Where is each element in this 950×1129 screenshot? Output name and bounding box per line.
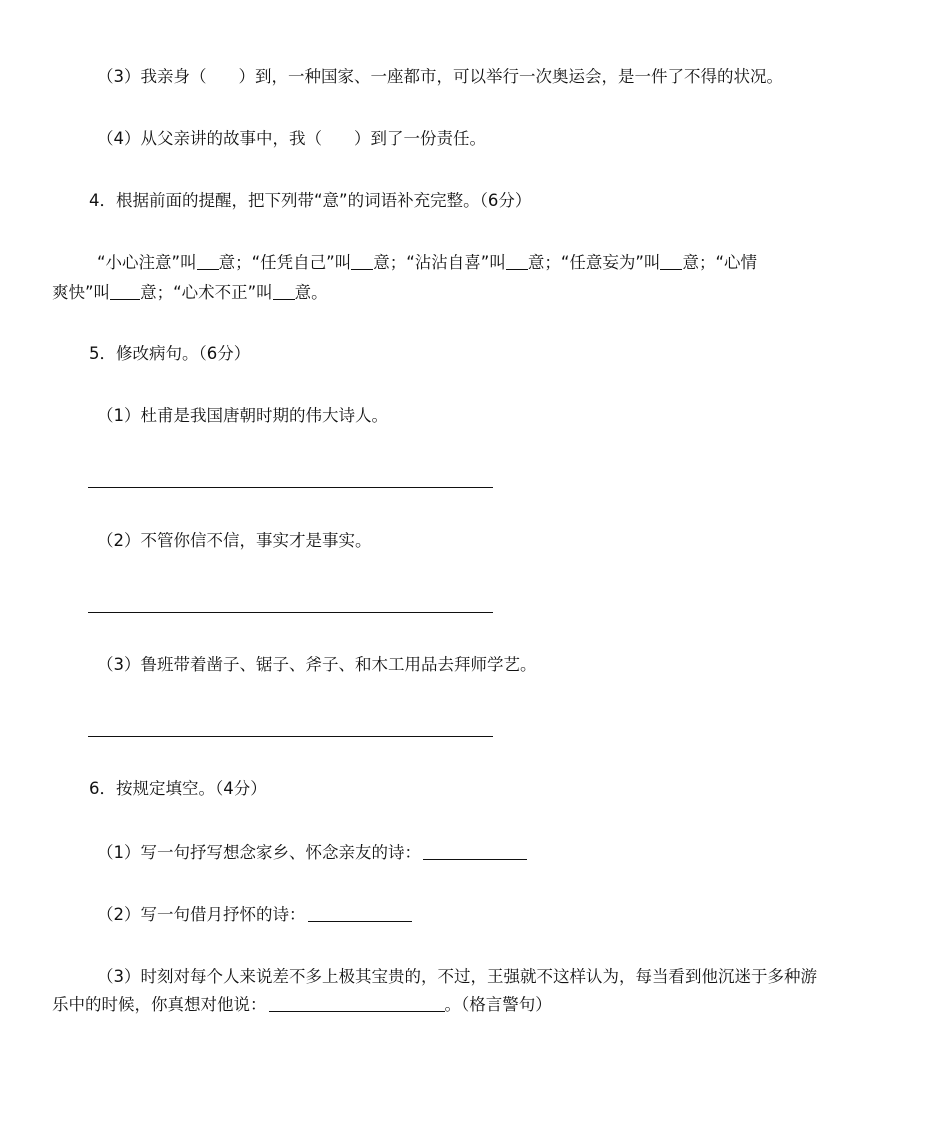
q4-text-3: 意；“沾沾自喜”叫 bbox=[373, 253, 506, 272]
q4-blank-2[interactable] bbox=[351, 253, 373, 270]
q4-heading: 4．根据前面的提醒，把下列带“意”的词语补充完整。（6分） bbox=[89, 191, 532, 210]
q6-item-2 bbox=[97, 904, 412, 926]
q4-text-5: 意；“心情 bbox=[682, 253, 757, 272]
q6-item-3-suffix: 。（格言警句） bbox=[444, 995, 552, 1014]
q4-blank-4[interactable] bbox=[660, 253, 682, 270]
q5-item-2: （2）不管你信不信，事实才是事实。 bbox=[97, 531, 372, 550]
q4-text-1: “小心注意”叫 bbox=[97, 253, 197, 272]
q3-item-3 bbox=[97, 66, 783, 88]
q6-item-2-blank[interactable] bbox=[308, 905, 412, 922]
q3-item-4 bbox=[97, 128, 486, 150]
q4-text-4: 意；“任意妄为”叫 bbox=[527, 253, 661, 272]
q3-item-3-before: （3）我亲身（ bbox=[97, 67, 207, 86]
q4-blank-3[interactable] bbox=[506, 253, 528, 270]
q5-heading: 5．修改病句。（6分） bbox=[89, 344, 251, 363]
q5-item-3: （3）鲁班带着凿子、锯子、斧子、和木工用品去拜师学艺。 bbox=[97, 655, 537, 674]
q4-line-1 bbox=[97, 252, 757, 274]
q4-blank-1[interactable] bbox=[197, 253, 219, 270]
q4-text-6: 爽快”叫 bbox=[52, 283, 111, 302]
q6-heading: 6．按规定填空。（4分） bbox=[89, 779, 267, 798]
q6-item-1 bbox=[97, 842, 527, 864]
q4-blank-6[interactable] bbox=[273, 283, 295, 300]
q5-answer-line-2[interactable] bbox=[88, 612, 493, 613]
q6-item-3-blank[interactable] bbox=[269, 995, 445, 1012]
q3-item-4-before: （4）从父亲讲的故事中，我（ bbox=[97, 129, 322, 148]
q4-text-2: 意；“任凭自己”叫 bbox=[218, 253, 352, 272]
q3-item-3-after: ）到，一种国家、一座都市，可以举行一次奥运会，是一件了不得的状况。 bbox=[238, 67, 783, 86]
q6-item-2-text: （2）写一句借月抒怀的诗： bbox=[97, 905, 306, 924]
q6-item-3-line-1: （3）时刻对每个人来说差不多上极其宝贵的，不过，王强就不这样认为，每当看到他沉迷于多种游 bbox=[97, 967, 817, 986]
q4-text-8: 意。 bbox=[294, 283, 328, 302]
q6-item-1-text: （1）写一句抒写想念家乡、怀念亲友的诗： bbox=[97, 843, 421, 862]
q5-item-1: （1）杜甫是我国唐朝时期的伟大诗人。 bbox=[97, 406, 388, 425]
q5-answer-line-1[interactable] bbox=[88, 487, 493, 488]
q3-item-4-after: ）到了一份责任。 bbox=[354, 129, 486, 148]
q6-item-3-line-2 bbox=[52, 994, 552, 1016]
q6-item-1-blank[interactable] bbox=[423, 843, 527, 860]
q4-line-2 bbox=[52, 282, 328, 304]
q4-blank-5[interactable] bbox=[110, 283, 140, 300]
q6-item-3-text: 乐中的时候，你真想对他说： bbox=[52, 995, 267, 1014]
q5-answer-line-3[interactable] bbox=[88, 736, 493, 737]
q4-text-7: 意；“心术不正”叫 bbox=[140, 283, 273, 302]
